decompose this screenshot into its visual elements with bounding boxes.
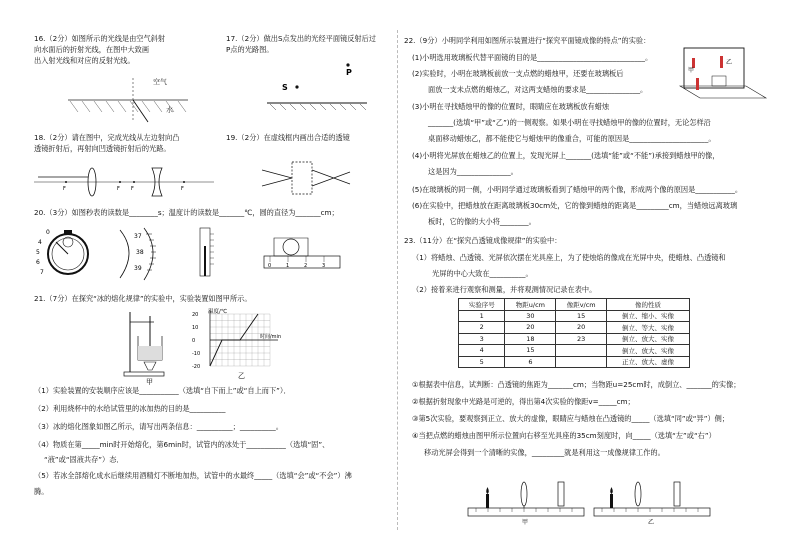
focus-4: F (181, 186, 184, 192)
cell: 1 (459, 310, 505, 322)
point-s: S (282, 83, 288, 92)
cell: 5 (459, 356, 505, 368)
column-divider (397, 30, 398, 530)
q22-line: 面放一支未点燃的蜡烛乙，对这两支蜡烛的要求是_______________。 (428, 85, 648, 94)
focus-3: F (131, 186, 134, 192)
thermometer-figure (192, 228, 222, 278)
ruler-figure (262, 232, 342, 272)
q18-figure (34, 162, 214, 198)
q23-after: ①根据表中信息，试判断：凸透镜的焦距为_______cm；当物距u=25cm时，成倒立、_______的实像； (412, 380, 741, 389)
cell: 3 (459, 333, 505, 345)
q21-item: （2）利用烧杯中的水给试管里的冰加热的目的是__________ (34, 404, 226, 413)
q16-line: 向水面后的折射光线，在图中大致画 (34, 45, 150, 54)
sw-num: 38 (136, 249, 144, 256)
apparatus-figure (120, 308, 180, 386)
q22-line: (2)实验时，小明在玻璃板前放一支点燃的蜡烛甲，还要在玻璃板后 (412, 69, 624, 78)
q22-line: (5)在玻璃板的同一侧，小明同学通过玻璃板看到了蜡烛甲的两个像，形成两个像的原因是___________。 (412, 185, 743, 194)
q22-line: (1)小明选用玻璃板代替平面镜的目的是______________________________。 (412, 53, 653, 62)
y-tick-label: 10 (192, 325, 199, 331)
q19-line: 19.（2分）在虚线框内画出合适的透镜 (226, 133, 350, 142)
air-label: 空气 (153, 78, 167, 86)
sw-num: 5 (36, 249, 40, 256)
cell: 倒立、放大、实像 (606, 333, 689, 345)
cell: 23 (556, 333, 607, 345)
header-cell: 像的性质 (606, 299, 689, 311)
table-row (459, 322, 690, 334)
header-cell: 物距u/cm (505, 299, 556, 311)
q16-line: 出入射光线和对应的反射光线。 (34, 56, 135, 65)
cell: 15 (505, 345, 556, 357)
q21-item: “液”或“固液共存”）态． (44, 455, 124, 464)
optical-bench-jia (466, 474, 586, 524)
q22-line: (6)在实验中，把蜡烛放在距离玻璃板30cm处，它的像到蜡烛的距离是_________cm，当蜡烛远离玻璃 (412, 201, 738, 210)
q22-line: (4)小明将光屏放在蜡烛乙的位置上，发现光屏上_______(选填“能”或“不能”)承接到蜡烛甲的像， (412, 151, 720, 160)
q23-line: （1）将蜡烛、凸透镜、光屏依次摆在光具座上，为了使烛焰的像成在光屏中央，使蜡烛、凸透镜和 (412, 253, 726, 262)
focus-2: F (117, 186, 120, 192)
cell (556, 345, 607, 357)
q17-line: P点的光路图。 (226, 45, 274, 54)
q21-item: （5）若冰全部熔化成水后继续用酒精灯不断地加热，试管中的水最终_____（选填“会”或“不会”）沸 (34, 471, 352, 480)
sw-num: 39 (134, 265, 142, 272)
fig-label-yi: 乙 (238, 372, 245, 380)
water-label: 水 (166, 106, 173, 114)
q21-item: （3）冰的熔化图象如图乙所示，请写出两条信息：__________；__________。 (34, 422, 283, 431)
table-row (459, 310, 690, 322)
cell: 正立、放大、虚像 (606, 356, 689, 368)
cell: 30 (505, 310, 556, 322)
cell: 20 (505, 322, 556, 334)
sw-num: 37 (134, 233, 142, 240)
table-header-row (459, 299, 690, 311)
sw-num: 4 (38, 239, 42, 246)
cell: 18 (505, 333, 556, 345)
sw-num: 7 (40, 269, 44, 276)
q22-line: 22.（9分）小明同学利用如图所示装置进行“探究平面镜成像的特点”的实验： (404, 36, 651, 45)
y-tick-label: -20 (192, 364, 201, 370)
bench-label-yi: 乙 (648, 519, 655, 526)
q18-line: 18.（2分）请在图中，完成光线从左边射向凸 (34, 133, 180, 142)
y-tick-label: 0 (192, 338, 196, 344)
point-p: P (346, 68, 352, 77)
cell: 20 (556, 322, 607, 334)
q22-line: 板时，它的像的大小将________。 (428, 217, 536, 226)
q21-item: 腾。 (34, 487, 49, 496)
q21-line: 21.（7分）在探究“冰的熔化规律”的实验中，实验装置如图甲所示。 (34, 294, 252, 303)
x-axis-label: 时间/min (260, 334, 282, 340)
ruler-num: 3 (322, 263, 326, 269)
table-row (459, 333, 690, 345)
q22-line: 桌面移动蜡烛乙，都不能使它与蜡烛甲的像重合，可能的原因是______________________。 (428, 134, 716, 143)
q23-after: 移动光屏会得到一个清晰的实像，_________就是利用这一成像规律工作的。 (424, 448, 665, 457)
q23-line: 光屏的中心大致在__________。 (432, 269, 533, 278)
fig-label-jia: 甲 (688, 67, 695, 74)
y-axis-title: 温度/℃ (208, 309, 228, 315)
y-tick-label: 20 (192, 312, 199, 318)
cell: 4 (459, 345, 505, 357)
mirror-figure (676, 46, 768, 102)
q17-figure (262, 58, 372, 118)
ruler-num: 1 (286, 263, 290, 269)
q20-line: 20.（3分）如图秒表的读数是________s；温度计的读数是_______℃，圆的直径为_______cm； (34, 208, 339, 217)
stopwatch-figure (34, 222, 164, 282)
focus-1: F (63, 186, 66, 192)
q17-line: 17.（2分）做出S点发出的光经平面镜反射后过 (226, 34, 376, 43)
q18-line: 透镜折射后，再射向凹透镜折射后的光路。 (34, 144, 171, 153)
q16-figure (68, 70, 188, 130)
q22-line: _______(选填“甲”或“乙”)的一侧观察。如果小明在寻找蜡烛甲的像的位置时，无论怎样沿 (428, 118, 711, 127)
header-cell: 像距v/cm (556, 299, 607, 311)
optical-bench-yi (592, 474, 712, 524)
fig-label-jia: 甲 (146, 378, 153, 386)
q23-after: ④当把点燃的蜡烛由图甲所示位置向右移至光具座的35cm刻度时，向_____（选填“左”或“右”） (412, 431, 716, 440)
q21-item: （4）物质在第_____min时开始熔化，第6min时，试管内的冰处于___________（选填“固”、 (34, 440, 330, 449)
ruler-num: 0 (268, 263, 272, 269)
q22-line: (3)小明在寻找蜡烛甲的像的位置时，眼睛应在玻璃板放有蜡烛 (412, 102, 610, 111)
melting-chart (188, 308, 283, 382)
table-row (459, 345, 690, 357)
q16-line: 16.（2分）如图所示的光线是由空气斜射 (34, 34, 166, 43)
q21-item: （1）实验装置的安装顺序应该是___________（选填“自下而上”或“自上而下”）． (34, 386, 291, 395)
cell: 2 (459, 322, 505, 334)
sw-num: 0 (46, 229, 50, 236)
q22-line: 这是因为_______________。 (428, 167, 518, 176)
sw-num: 6 (36, 259, 40, 266)
table-row (459, 356, 690, 368)
ruler-num: 2 (304, 263, 308, 269)
cell: 15 (556, 310, 607, 322)
cell: 倒立、缩小、实像 (606, 310, 689, 322)
cell: 倒立、放大、实像 (606, 345, 689, 357)
q23-line: 23.（11分）在“探究凸透镜成像规律”的实验中： (404, 236, 562, 245)
q23-line: （2）接着来进行观察和测量，并将观测情况记录在表中。 (412, 285, 597, 294)
experiment-table (458, 298, 690, 368)
header-cell: 实验序号 (459, 299, 505, 311)
fig-label-yi: 乙 (726, 59, 733, 66)
bench-label-jia: 甲 (522, 519, 529, 526)
q19-figure (262, 158, 362, 198)
q23-after: ②根据折射现象中光路是可逆的，得出第4次实验的像距v=_____cm； (412, 397, 635, 406)
y-tick-label: -10 (192, 351, 201, 357)
q23-after: ③第5次实验，要观察到正立、放大的虚像，眼睛应与蜡烛在凸透镜的_____（选填“同”或“异”）侧； (412, 414, 730, 423)
cell: 倒立、等大、实像 (606, 322, 689, 334)
cell: 6 (505, 356, 556, 368)
cell (556, 356, 607, 368)
